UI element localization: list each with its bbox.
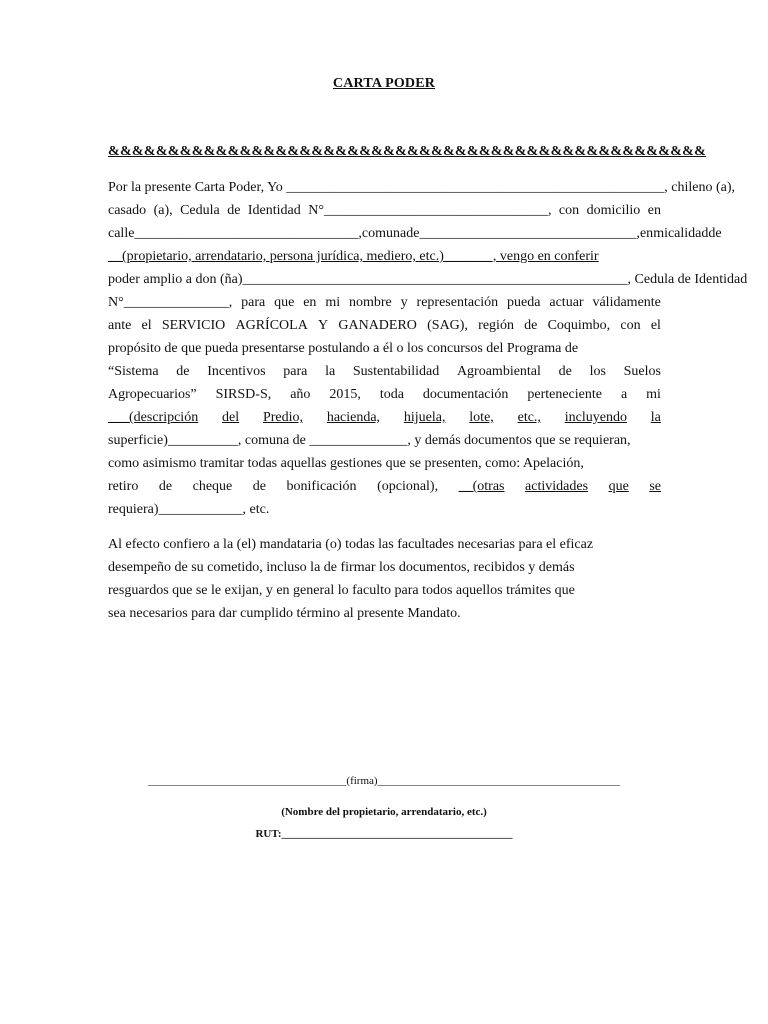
- word: documentación: [422, 387, 509, 402]
- word: válidamente: [592, 295, 661, 310]
- word: con: [558, 203, 580, 218]
- word: que: [274, 295, 295, 310]
- paragraph-main: [108, 176, 748, 521]
- signature-rut: RUT:__________________________________________: [255, 828, 513, 840]
- word: pueda: [507, 295, 541, 310]
- word: Predio,: [262, 410, 303, 425]
- paragraph-line: [108, 199, 661, 222]
- line-text: requiera)____________, etc.: [108, 502, 270, 517]
- word: domicilio: [586, 203, 641, 218]
- signature-line: ____________________________________(firma)____________________________________________: [148, 775, 620, 787]
- paragraph-line: [108, 360, 661, 383]
- line-text: propósito de que pueda presentarse postulando a él o los concursos del Programa de: [108, 341, 579, 356]
- line-text: __(propietario, arrendatario, persona jurídica, mediero, etc.)_______, vengo en conferir: [108, 249, 599, 264]
- word: AGRÍCOLA: [235, 318, 308, 333]
- line-text: Por la presente Carta Poder, Yo ______________________________________________________, chileno (a),: [108, 180, 736, 195]
- word: de: [708, 226, 722, 241]
- word: de: [252, 479, 267, 494]
- paragraph-line: [108, 383, 661, 406]
- word: SIRSD-S,: [215, 387, 272, 402]
- word: región: [478, 318, 514, 333]
- paragraph-line: [108, 314, 661, 337]
- word: el: [141, 318, 152, 333]
- word: “Sistema: [108, 364, 159, 379]
- paragraph-line: resguardos que se le exijan, y en general lo faculto para todos aquellos trámites que: [108, 583, 575, 598]
- word: de: [406, 226, 420, 241]
- word: calle________________________________,: [108, 226, 362, 241]
- word: la: [650, 410, 661, 425]
- word: en: [647, 203, 661, 218]
- word: en: [303, 295, 317, 310]
- word: la: [325, 364, 336, 379]
- word: Sustentabilidad: [352, 364, 440, 379]
- word: hacienda,: [326, 410, 381, 425]
- paragraph-line: sea necesarios para dar cumplido término al presente Mandato.: [108, 606, 461, 621]
- word: calidad: [667, 226, 709, 241]
- word: de: [558, 364, 572, 379]
- word: __(otras: [458, 479, 505, 494]
- word: Coquimbo,: [547, 318, 611, 333]
- word: nombre: [348, 295, 392, 310]
- word: del: [222, 410, 240, 425]
- word: para: [283, 364, 308, 379]
- word: para: [241, 295, 266, 310]
- word: casado: [108, 203, 147, 218]
- paragraph-line: [108, 475, 661, 498]
- paragraph-line: [108, 268, 748, 291]
- word: _______________________________,: [419, 226, 640, 241]
- word: año: [290, 387, 311, 402]
- word: incluyendo: [564, 410, 627, 425]
- word: actuar: [549, 295, 584, 310]
- word: etc.,: [517, 410, 541, 425]
- paragraph-line: desempeño de su cometido, incluso la de firmar los documentos, recibidos y demás: [108, 560, 575, 575]
- word: bonificación: [286, 479, 357, 494]
- word: GANADERO: [338, 318, 417, 333]
- word: de: [158, 479, 173, 494]
- word: Y: [318, 318, 329, 333]
- word: Incentivos: [207, 364, 266, 379]
- word: (a),: [153, 203, 173, 218]
- paragraph-line: [108, 429, 661, 452]
- word: de: [227, 203, 241, 218]
- word: se: [649, 479, 661, 494]
- word: hijuela,: [403, 410, 446, 425]
- word: perteneciente: [527, 387, 602, 402]
- word: en: [639, 226, 654, 241]
- paragraph-line: Al efecto confiero a la (el) mandataria (o) todas las facultades necesarias para el eficaz: [108, 537, 594, 552]
- word: que: [608, 479, 629, 494]
- word: toda: [379, 387, 404, 402]
- line-text: como asimismo tramitar todas aquellas gestiones que se presenten, como: Apelación,: [108, 456, 584, 471]
- word: N°________________________________,: [308, 203, 552, 218]
- paragraph-line: [108, 337, 661, 360]
- word: Identidad: [247, 203, 301, 218]
- word: cheque: [192, 479, 233, 494]
- word: de: [524, 318, 538, 333]
- word: comuna: [361, 226, 407, 241]
- word: (SAG),: [427, 318, 468, 333]
- word: 2015,: [329, 387, 361, 402]
- word: y: [400, 295, 408, 310]
- line-text: poder amplio a don (ña)_______________________________________________________, Cedula de Identidad: [108, 272, 748, 287]
- word: SERVICIO: [161, 318, 226, 333]
- paragraph-line: [108, 498, 661, 521]
- word: N°_______________,: [108, 295, 233, 310]
- paragraph-line: [108, 222, 722, 245]
- word: Agropecuarios”: [108, 387, 197, 402]
- paragraph-line: [108, 176, 736, 199]
- word: Agroambiental: [456, 364, 541, 379]
- signature-name-caption: (Nombre del propietario, arrendatario, etc.): [281, 806, 487, 818]
- word: mi: [325, 295, 341, 310]
- paragraph-line: [108, 291, 661, 314]
- paragraph-line: [108, 406, 661, 429]
- word: el: [650, 318, 661, 333]
- word: a: [620, 387, 628, 402]
- line-text: superficie)__________, comuna de ______________, y demás documentos que se requieran,: [108, 433, 631, 448]
- word: ante: [108, 318, 132, 333]
- word: Suelos: [623, 364, 661, 379]
- word: mi: [653, 226, 668, 241]
- word: ___(descripción: [108, 410, 199, 425]
- word: de: [176, 364, 190, 379]
- word: mi: [646, 387, 661, 402]
- paragraph-faculties: [108, 533, 661, 625]
- word: los: [589, 364, 606, 379]
- word: Cedula: [180, 203, 220, 218]
- word: actividades: [525, 479, 589, 494]
- word: retiro: [108, 479, 139, 494]
- word: representación: [416, 295, 499, 310]
- paragraph-line: [108, 452, 661, 475]
- word: con: [620, 318, 641, 333]
- word: lote,: [469, 410, 494, 425]
- word: (opcional),: [377, 479, 439, 494]
- document-title: CARTA PODER: [332, 76, 436, 91]
- ampersand-separator: &&&&&&&&&&&&&&&&&&&&&&&&&&&&&&&&&&&&&&&&&&&&&&&&&&: [108, 144, 707, 159]
- paragraph-line: [108, 245, 661, 268]
